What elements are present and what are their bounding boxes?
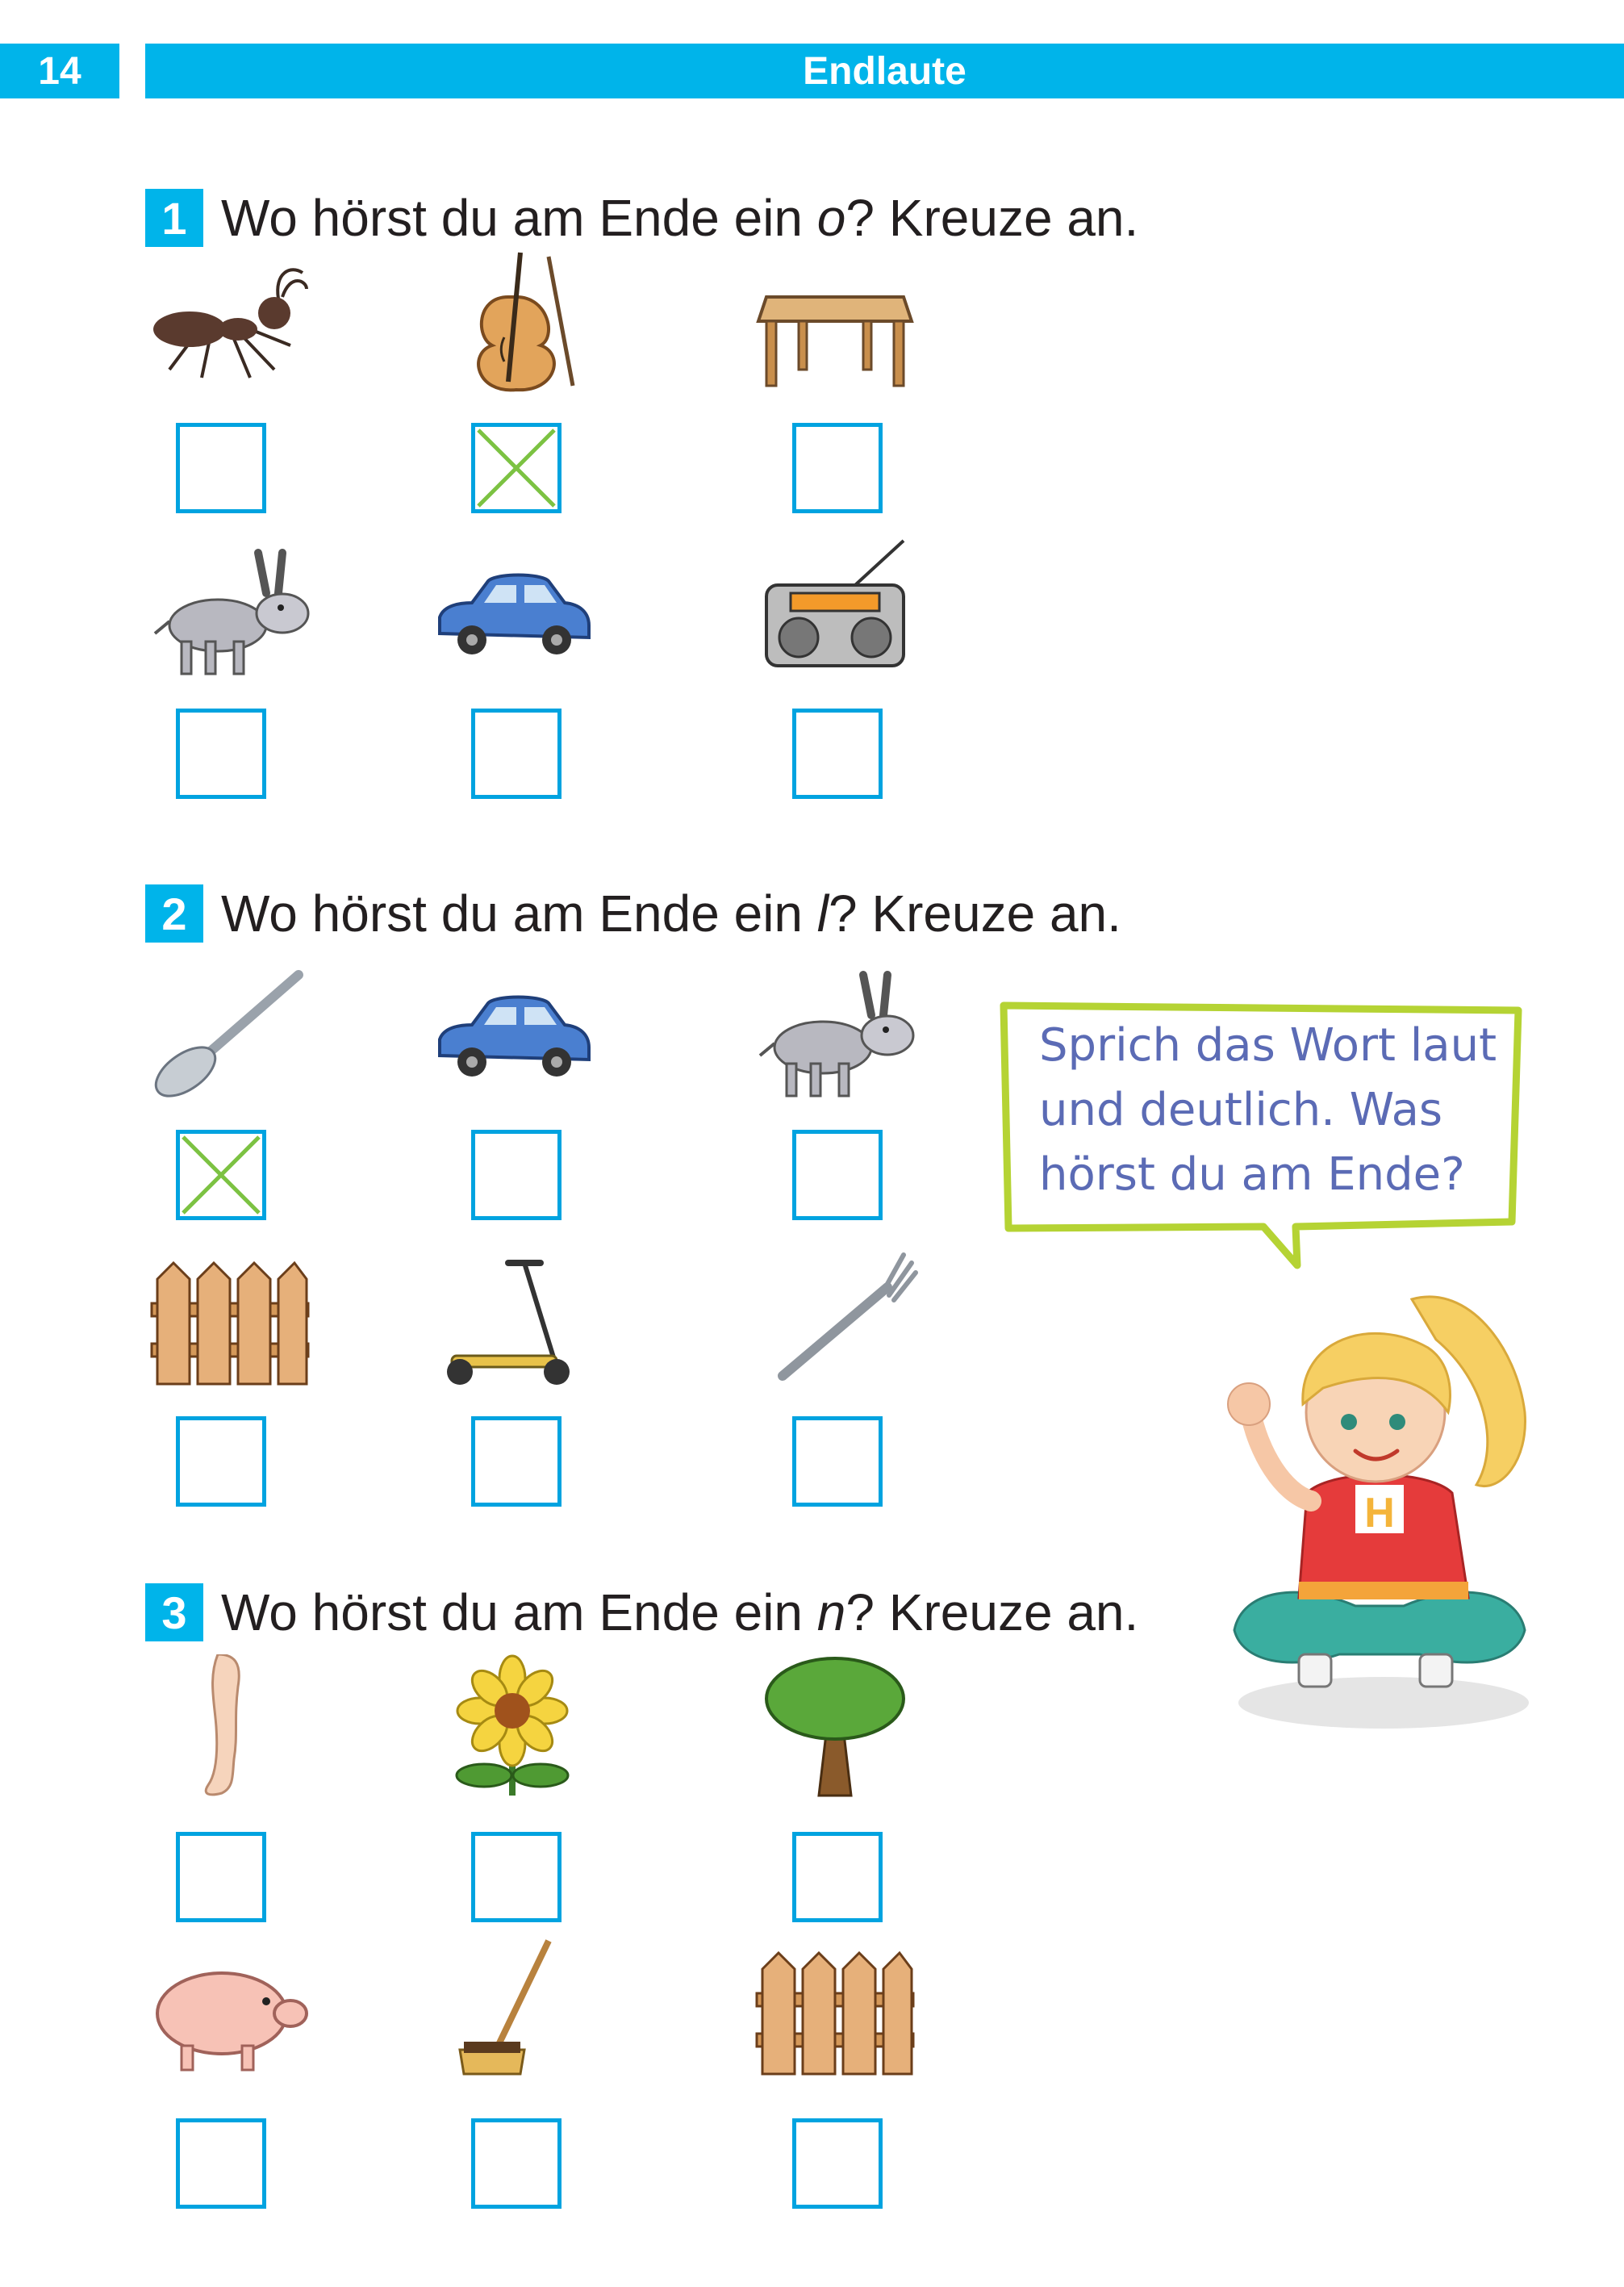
donkey-icon [750, 959, 920, 1104]
task-2-title [145, 884, 1121, 943]
pig-icon [145, 1937, 315, 2082]
bubble-line: hörst du am Ende? [1039, 1148, 1465, 1201]
answer-checkbox[interactable] [792, 709, 883, 799]
answer-checkbox[interactable] [471, 2118, 562, 2209]
task-text-suffix: ? Kreuze an. [845, 189, 1139, 247]
fork-icon [750, 1247, 920, 1392]
answer-checkbox[interactable] [792, 1416, 883, 1507]
answer-checkbox[interactable] [471, 1832, 562, 1922]
ant-icon [145, 249, 315, 394]
donkey-icon [145, 537, 315, 682]
car-icon [428, 959, 597, 1104]
page-title: Endlaute [145, 44, 1624, 98]
answer-checkbox[interactable] [792, 423, 883, 513]
speech-bubble [997, 999, 1525, 1227]
svg-text:H: H [1364, 1490, 1395, 1537]
task-text-prefix: Wo hörst du am Ende ein [221, 1583, 817, 1641]
answer-checkbox[interactable] [471, 1130, 562, 1220]
answer-checkbox[interactable] [176, 2118, 266, 2209]
girl-mascot-illustration [1210, 1251, 1541, 1735]
tree-icon [750, 1654, 920, 1800]
answer-checkbox[interactable] [471, 709, 562, 799]
car-icon [428, 537, 597, 682]
task-letter: l [816, 884, 829, 943]
cello-icon [428, 249, 597, 394]
table-icon [750, 249, 920, 394]
page-number: 14 [0, 44, 119, 98]
task-text-suffix: ? Kreuze an. [829, 884, 1121, 943]
answer-checkbox[interactable] [176, 423, 266, 513]
scooter-icon [428, 1247, 597, 1392]
task-text-prefix: Wo hörst du am Ende ein [221, 884, 817, 943]
leg-icon [145, 1654, 315, 1800]
answer-checkbox[interactable] [176, 709, 266, 799]
answer-checkbox[interactable] [792, 2118, 883, 2209]
task-number-badge: 1 [145, 189, 203, 247]
spoon-icon [145, 959, 315, 1104]
radio-icon [750, 537, 920, 682]
task-3-title [145, 1583, 1138, 1641]
broom-icon [428, 1937, 597, 2082]
bubble-line: Sprich das Wort laut [1039, 1019, 1497, 1072]
fence-icon [750, 1937, 920, 2082]
task-number-badge: 3 [145, 1583, 203, 1641]
task-letter: n [816, 1583, 846, 1641]
checkmark-cross-icon [475, 427, 557, 509]
task-text-suffix: ? Kreuze an. [845, 1583, 1139, 1641]
bubble-line: und deutlich. Was [1039, 1084, 1443, 1136]
task-text-prefix: Wo hörst du am Ende ein [221, 189, 817, 247]
task-letter: o [816, 189, 846, 247]
flower-icon [428, 1654, 597, 1800]
checkmark-cross-icon [180, 1134, 262, 1216]
answer-checkbox[interactable] [471, 423, 562, 513]
task-number-badge: 2 [145, 884, 203, 943]
answer-checkbox[interactable] [471, 1416, 562, 1507]
speech-bubble-text [1039, 1014, 1507, 1207]
answer-checkbox[interactable] [176, 1832, 266, 1922]
answer-checkbox[interactable] [792, 1130, 883, 1220]
task-1-title [145, 189, 1138, 247]
answer-checkbox[interactable] [792, 1832, 883, 1922]
fence-icon [145, 1247, 315, 1392]
answer-checkbox[interactable] [176, 1416, 266, 1507]
answer-checkbox[interactable] [176, 1130, 266, 1220]
